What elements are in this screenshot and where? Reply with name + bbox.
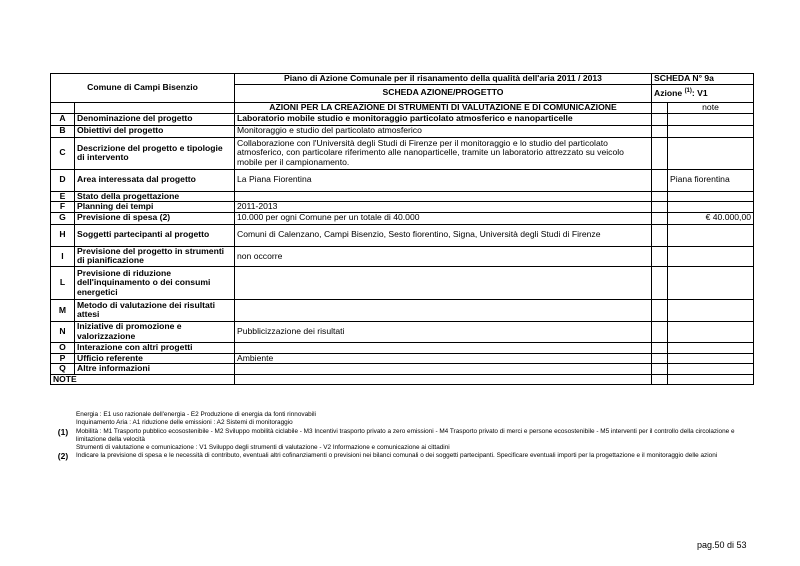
row-spacer [652, 364, 668, 375]
header-spacer [75, 102, 235, 113]
row-code: G [51, 212, 75, 224]
row-label: Descrizione del progetto e tipologie di intervento [75, 137, 235, 169]
footnote-strumenti: Strumenti di valutazione e comunicazione : V1 Sviluppo degli strumenti di valutazione - V2 Informazione e comunicazione ai cittadini [76, 444, 450, 452]
row-spacer [652, 113, 668, 125]
row-value: 2011-2013 [235, 202, 652, 213]
row-value: Laboratorio mobile studio e monitoraggio particolato atmosferico e nanoparticelle [235, 113, 652, 125]
row-spacer [652, 137, 668, 169]
table-row [51, 364, 754, 375]
row-code: O [51, 342, 75, 353]
row-value [235, 191, 652, 202]
row-note [668, 125, 754, 137]
row-code: Q [51, 364, 75, 375]
row-spacer [652, 202, 668, 213]
row-code: C [51, 137, 75, 169]
row-code: E [51, 191, 75, 202]
header-spacer [51, 102, 75, 113]
row-value [235, 266, 652, 299]
row-code: P [51, 353, 75, 364]
table-row [51, 191, 754, 202]
row-label: Previsione del progetto in strumenti di pianificazione [75, 246, 235, 266]
row-label: Iniziative di promozione e valorizzazione [75, 321, 235, 342]
sheet-number: SCHEDA N° 9a [652, 74, 754, 85]
row-code: L [51, 266, 75, 299]
row-note [668, 246, 754, 266]
footnote-energia: Energia : E1 uso razionale dell'energia - E2 Produzione di energia da fonti rinnovabili [76, 411, 316, 418]
row-label: Soggetti partecipanti al progetto [75, 224, 235, 246]
row-value: non occorre [235, 246, 652, 266]
page-number: pag.50 di 53 [697, 540, 747, 550]
row-spacer [652, 125, 668, 137]
notes-column-header: note [668, 102, 754, 113]
row-code: H [51, 224, 75, 246]
row-note: Piana fiorentina [668, 169, 754, 191]
row-spacer [652, 266, 668, 299]
table-row [51, 169, 754, 191]
row-note [668, 353, 754, 364]
table-row [51, 299, 754, 321]
row-code: N [51, 321, 75, 342]
row-note [668, 224, 754, 246]
row-label: Ufficio referente [75, 353, 235, 364]
action-sheet [50, 73, 753, 385]
row-label: Stato della progettazione [75, 191, 235, 202]
row-label: Metodo di valutazione dei risultati attesi [75, 299, 235, 321]
note-label: NOTE [51, 374, 235, 385]
row-value: Monitoraggio e studio del particolato atmosferico [235, 125, 652, 137]
row-spacer [652, 321, 668, 342]
action-table [50, 73, 754, 385]
footnote-number-1: (1) [57, 426, 69, 437]
table-row [51, 137, 754, 169]
row-note [668, 202, 754, 213]
row-code: F [51, 202, 75, 213]
row-note [668, 321, 754, 342]
footnote-inquinamento: Inquinamento Aria : A1 riduzione delle emissioni : A2 Sistemi di monitoraggio [76, 419, 293, 427]
row-spacer [652, 169, 668, 191]
row-label: Previsione di riduzione dell'inquinamento o dei consumi energetici [75, 266, 235, 299]
row-label: Obiettivi del progetto [75, 125, 235, 137]
table-row [51, 321, 754, 342]
table-row [51, 342, 754, 353]
footnote-number-2: (2) [57, 451, 69, 462]
footnotes [50, 411, 755, 461]
row-value: Pubblicizzazione dei risultati [235, 321, 652, 342]
row-value [235, 299, 652, 321]
row-spacer [652, 224, 668, 246]
row-spacer [652, 299, 668, 321]
table-row [51, 246, 754, 266]
row-value: Ambiente [235, 353, 652, 364]
row-note [668, 266, 754, 299]
row-spacer [652, 212, 668, 224]
row-value [235, 364, 652, 375]
row-label: Area interessata dal progetto [75, 169, 235, 191]
sheet-title: SCHEDA AZIONE/PROGETTO [235, 84, 652, 102]
row-note [668, 137, 754, 169]
row-value: Comuni di Calenzano, Campi Bisenzio, Sesto fiorentino, Signa, Università degli Studi di Firenze [235, 224, 652, 246]
row-value: La Piana Fiorentina [235, 169, 652, 191]
row-label: Denominazione del progetto [75, 113, 235, 125]
footnote-spesa: Indicare la previsione di spesa e le necessità di contributo, eventuali altri cofinanziamenti o previsioni nei bilanci comunali o dei soggetti partecipanti. Specificare eventuali importi per la progettazione e il monitoraggio delle azioni [76, 452, 718, 460]
row-label: Interazione con altri progetti [75, 342, 235, 353]
table-row [51, 266, 754, 299]
row-code: M [51, 299, 75, 321]
plan-title: Piano di Azione Comunale per il risanamento della qualità dell'aria 2011 / 2013 [235, 74, 652, 85]
row-spacer [652, 353, 668, 364]
row-code: I [51, 246, 75, 266]
row-note [668, 191, 754, 202]
footnote-mobilita: Mobilità : M1 Trasporto pubblico ecosostenibile - M2 Sviluppo mobilità ciclabile - M3 Incentivi trasporto privato a zero emissioni - M4 Trasporto privato di merci e persone ecosostenibile - M5 interventi per il controllo della circolazione e limitazione della velocità [76, 427, 735, 443]
municipality-name: Comune di Campi Bisenzio [51, 74, 235, 103]
table-row [51, 113, 754, 125]
action-code: Azione $^{(1)}$: V1 [652, 84, 754, 102]
row-code: D [51, 169, 75, 191]
row-label: Altre informazioni [75, 364, 235, 375]
category-band: AZIONI PER LA CREAZIONE DI STRUMENTI DI VALUTAZIONE E DI COMUNICAZIONE [235, 102, 652, 113]
header-spacer [652, 102, 668, 113]
row-label: Previsione di spesa (2) [75, 212, 235, 224]
rows-body [51, 113, 754, 374]
row-label: Planning dei tempi [75, 202, 235, 213]
table-row [51, 212, 754, 224]
row-value [235, 342, 652, 353]
row-spacer [652, 191, 668, 202]
row-value: Collaborazione con l'Università degli Studi di Firenze per il monitoraggio e lo studio del particolato atmosferico, con particolare riferimento alle nanoparticelle, tramite un laboratorio attrezzato su veicolo mobile per il campionamento. [235, 137, 652, 169]
note-cell [652, 374, 668, 385]
row-code: A [51, 113, 75, 125]
row-note [668, 299, 754, 321]
row-value: 10.000 per ogni Comune per un totale di 40.000 [235, 212, 652, 224]
table-row [51, 353, 754, 364]
row-note [668, 342, 754, 353]
row-note [668, 113, 754, 125]
note-cell [668, 374, 754, 385]
row-spacer [652, 246, 668, 266]
row-spacer [652, 342, 668, 353]
note-cell [235, 374, 652, 385]
table-row [51, 224, 754, 246]
row-code: B [51, 125, 75, 137]
row-note [668, 364, 754, 375]
row-note: € 40.000,00 [668, 212, 754, 224]
table-row [51, 125, 754, 137]
table-row [51, 202, 754, 213]
